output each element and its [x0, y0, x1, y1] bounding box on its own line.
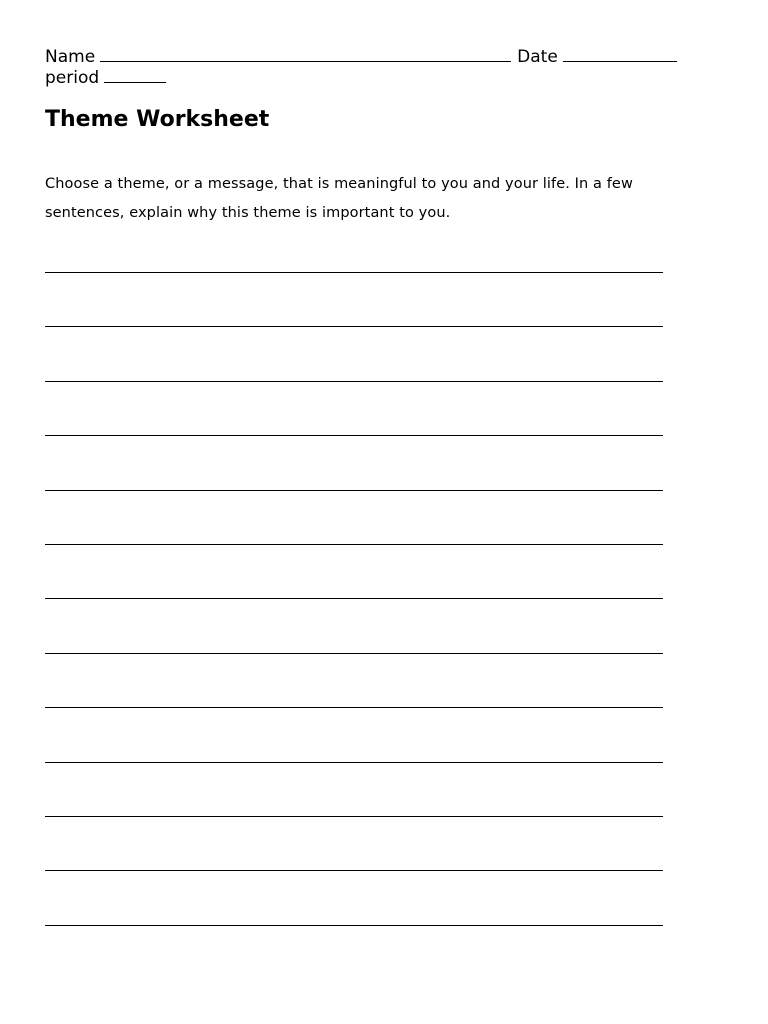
period-row: [45, 67, 166, 88]
writing-line[interactable]: [45, 490, 663, 491]
writing-line[interactable]: [45, 544, 663, 545]
writing-line[interactable]: [45, 925, 663, 926]
writing-line[interactable]: [45, 707, 663, 708]
writing-line[interactable]: [45, 272, 663, 273]
writing-line[interactable]: [45, 435, 663, 436]
date-label: Date: [517, 47, 558, 67]
writing-line[interactable]: [45, 598, 663, 599]
writing-line[interactable]: [45, 381, 663, 382]
date-blank[interactable]: [563, 46, 677, 62]
worksheet-title: Theme Worksheet: [45, 107, 270, 132]
writing-line[interactable]: [45, 762, 663, 763]
prompt-line-2: sentences, explain why this theme is important to you.: [45, 204, 451, 221]
name-date-row: [45, 46, 677, 67]
prompt-line-1: Choose a theme, or a message, that is meaningful to you and your life. In a few: [45, 176, 633, 192]
prompt-text: [45, 170, 685, 227]
writing-line[interactable]: [45, 653, 663, 654]
period-blank[interactable]: [104, 67, 166, 83]
writing-line[interactable]: [45, 816, 663, 817]
writing-line[interactable]: [45, 326, 663, 327]
writing-line[interactable]: [45, 870, 663, 871]
period-label: period: [45, 68, 100, 88]
name-blank[interactable]: [100, 46, 511, 62]
name-label: Name: [45, 47, 96, 67]
